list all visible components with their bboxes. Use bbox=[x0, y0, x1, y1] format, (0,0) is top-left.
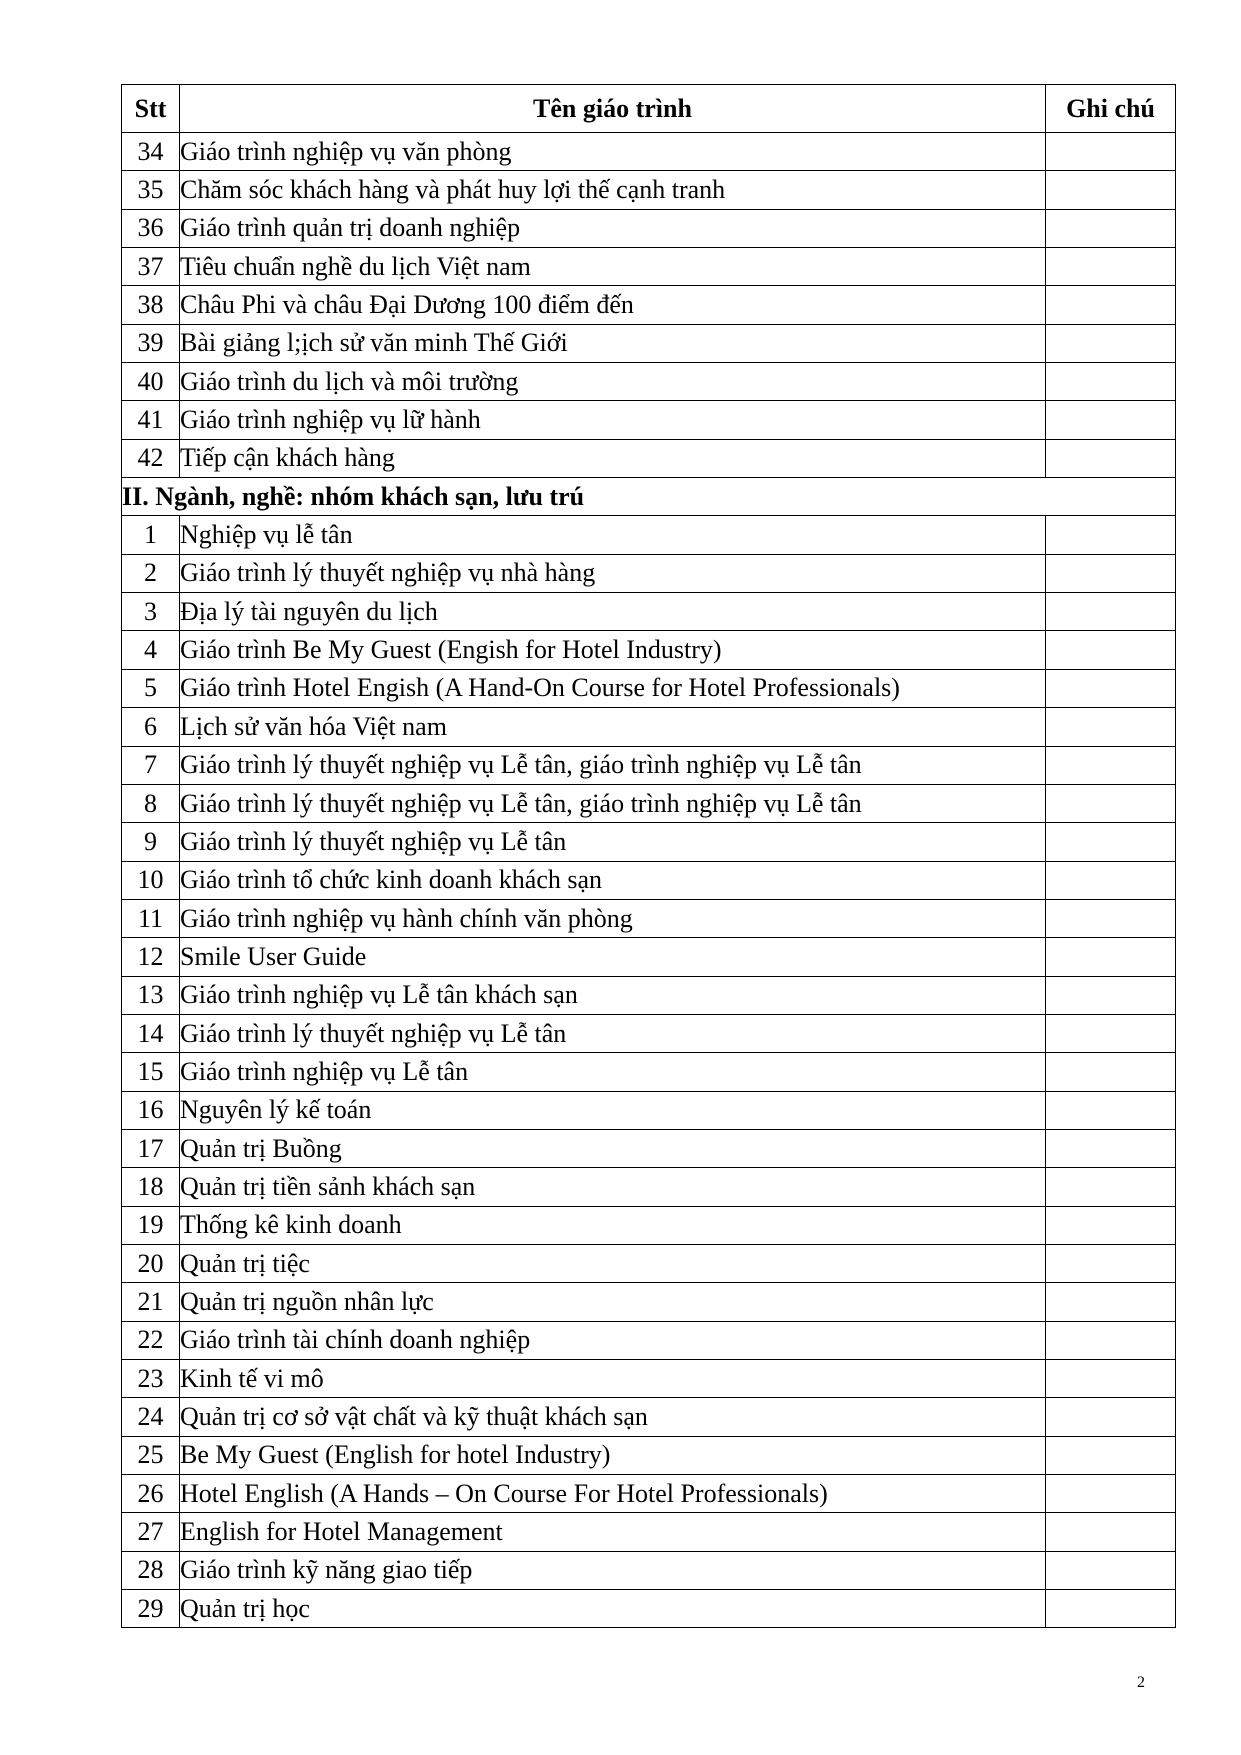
textbook-name: Giáo trình Be My Guest (Engish for Hotel Industry) bbox=[180, 631, 1046, 669]
textbook-name: Giáo trình nghiệp vụ hành chính văn phòng bbox=[180, 899, 1046, 937]
row-number: 26 bbox=[122, 1475, 180, 1513]
note-cell bbox=[1046, 516, 1176, 554]
row-number: 2 bbox=[122, 554, 180, 592]
table-row bbox=[122, 708, 1176, 746]
row-number: 29 bbox=[122, 1590, 180, 1628]
table-row bbox=[122, 746, 1176, 784]
textbook-name: Quản trị tiệc bbox=[180, 1244, 1046, 1282]
note-cell bbox=[1046, 554, 1176, 592]
row-number: 27 bbox=[122, 1513, 180, 1551]
note-cell bbox=[1046, 823, 1176, 861]
row-number: 38 bbox=[122, 286, 180, 324]
note-cell bbox=[1046, 861, 1176, 899]
row-number: 18 bbox=[122, 1168, 180, 1206]
textbook-name: Giáo trình du lịch và môi trường bbox=[180, 363, 1046, 401]
textbook-name: Giáo trình tài chính doanh nghiệp bbox=[180, 1321, 1046, 1359]
note-cell bbox=[1046, 631, 1176, 669]
row-number: 3 bbox=[122, 593, 180, 631]
note-cell bbox=[1046, 1168, 1176, 1206]
note-cell bbox=[1046, 324, 1176, 362]
table-row bbox=[122, 899, 1176, 937]
note-cell bbox=[1046, 669, 1176, 707]
row-number: 16 bbox=[122, 1091, 180, 1129]
textbook-name: Giáo trình nghiệp vụ Lễ tân khách sạn bbox=[180, 976, 1046, 1014]
row-number: 6 bbox=[122, 708, 180, 746]
row-number: 15 bbox=[122, 1053, 180, 1091]
textbook-name: Tiêu chuẩn nghề du lịch Việt nam bbox=[180, 248, 1046, 286]
note-cell bbox=[1046, 1436, 1176, 1474]
note-cell bbox=[1046, 1206, 1176, 1244]
row-number: 12 bbox=[122, 938, 180, 976]
row-number: 40 bbox=[122, 363, 180, 401]
table-row bbox=[122, 401, 1176, 439]
note-cell bbox=[1046, 746, 1176, 784]
textbook-name: Quản trị tiền sảnh khách sạn bbox=[180, 1168, 1046, 1206]
row-number: 22 bbox=[122, 1321, 180, 1359]
row-number: 7 bbox=[122, 746, 180, 784]
textbook-name: Châu Phi và châu Đại Dương 100 điểm đến bbox=[180, 286, 1046, 324]
textbook-name: Giáo trình lý thuyết nghiệp vụ nhà hàng bbox=[180, 554, 1046, 592]
textbook-name: Lịch sử văn hóa Việt nam bbox=[180, 708, 1046, 746]
textbook-name: Giáo trình Hotel Engish (A Hand-On Course for Hotel Professionals) bbox=[180, 669, 1046, 707]
section-title: II. Ngành, nghề: nhóm khách sạn, lưu trú bbox=[122, 478, 1176, 516]
row-number: 23 bbox=[122, 1360, 180, 1398]
table-row bbox=[122, 1129, 1176, 1167]
table-row bbox=[122, 1398, 1176, 1436]
note-cell bbox=[1046, 708, 1176, 746]
note-cell bbox=[1046, 1129, 1176, 1167]
table-row bbox=[122, 1513, 1176, 1551]
note-cell bbox=[1046, 401, 1176, 439]
note-cell bbox=[1046, 439, 1176, 477]
note-cell bbox=[1046, 1091, 1176, 1129]
table-row bbox=[122, 439, 1176, 477]
textbook-name: Giáo trình lý thuyết nghiệp vụ Lễ tân bbox=[180, 1014, 1046, 1052]
textbook-name: Giáo trình kỹ năng giao tiếp bbox=[180, 1551, 1046, 1589]
header-name: Tên giáo trình bbox=[180, 85, 1046, 133]
note-cell bbox=[1046, 171, 1176, 209]
row-number: 8 bbox=[122, 784, 180, 822]
row-number: 10 bbox=[122, 861, 180, 899]
row-number: 20 bbox=[122, 1244, 180, 1282]
note-cell bbox=[1046, 899, 1176, 937]
textbook-name: Quản trị cơ sở vật chất và kỹ thuật khách sạn bbox=[180, 1398, 1046, 1436]
row-number: 17 bbox=[122, 1129, 180, 1167]
textbook-name: Nguyên lý kế toán bbox=[180, 1091, 1046, 1129]
textbook-name: Tiếp cận khách hàng bbox=[180, 439, 1046, 477]
table-row bbox=[122, 1053, 1176, 1091]
row-number: 28 bbox=[122, 1551, 180, 1589]
table-row bbox=[122, 861, 1176, 899]
row-number: 9 bbox=[122, 823, 180, 861]
row-number: 11 bbox=[122, 899, 180, 937]
textbook-name: Giáo trình lý thuyết nghiệp vụ Lễ tân, giáo trình nghiệp vụ Lễ tân bbox=[180, 784, 1046, 822]
note-cell bbox=[1046, 209, 1176, 247]
row-number: 4 bbox=[122, 631, 180, 669]
row-number: 14 bbox=[122, 1014, 180, 1052]
textbook-name: English for Hotel Management bbox=[180, 1513, 1046, 1551]
table-row bbox=[122, 209, 1176, 247]
row-number: 34 bbox=[122, 133, 180, 171]
textbook-name: Kinh tế vi mô bbox=[180, 1360, 1046, 1398]
textbook-name: Giáo trình quản trị doanh nghiệp bbox=[180, 209, 1046, 247]
note-cell bbox=[1046, 1360, 1176, 1398]
note-cell bbox=[1046, 1321, 1176, 1359]
table-row bbox=[122, 823, 1176, 861]
textbook-name: Thống kê kinh doanh bbox=[180, 1206, 1046, 1244]
textbook-name: Giáo trình nghiệp vụ Lễ tân bbox=[180, 1053, 1046, 1091]
note-cell bbox=[1046, 1244, 1176, 1282]
table-row bbox=[122, 593, 1176, 631]
row-number: 5 bbox=[122, 669, 180, 707]
row-number: 41 bbox=[122, 401, 180, 439]
table-row bbox=[122, 133, 1176, 171]
table-row bbox=[122, 631, 1176, 669]
textbook-name: Nghiệp vụ lễ tân bbox=[180, 516, 1046, 554]
row-number: 13 bbox=[122, 976, 180, 1014]
table-row bbox=[122, 171, 1176, 209]
table-row bbox=[122, 1014, 1176, 1052]
table-row bbox=[122, 1168, 1176, 1206]
page-number: 2 bbox=[1137, 1674, 1145, 1691]
note-cell bbox=[1046, 248, 1176, 286]
textbook-name: Quản trị học bbox=[180, 1590, 1046, 1628]
note-cell bbox=[1046, 1513, 1176, 1551]
table-row bbox=[122, 976, 1176, 1014]
header-stt: Stt bbox=[122, 85, 180, 133]
textbook-name: Hotel English (A Hands – On Course For Hotel Professionals) bbox=[180, 1475, 1046, 1513]
row-number: 21 bbox=[122, 1283, 180, 1321]
row-number: 25 bbox=[122, 1436, 180, 1474]
note-cell bbox=[1046, 1283, 1176, 1321]
table-row bbox=[122, 324, 1176, 362]
note-cell bbox=[1046, 938, 1176, 976]
table-row bbox=[122, 1321, 1176, 1359]
section-row bbox=[122, 478, 1176, 516]
row-number: 36 bbox=[122, 209, 180, 247]
table-row bbox=[122, 1436, 1176, 1474]
note-cell bbox=[1046, 1398, 1176, 1436]
table-row bbox=[122, 516, 1176, 554]
table-row bbox=[122, 554, 1176, 592]
textbook-name: Giáo trình nghiệp vụ lữ hành bbox=[180, 401, 1046, 439]
table-row bbox=[122, 1283, 1176, 1321]
row-number: 1 bbox=[122, 516, 180, 554]
table-body bbox=[122, 133, 1176, 1628]
textbook-table bbox=[121, 84, 1176, 1628]
row-number: 37 bbox=[122, 248, 180, 286]
table-row bbox=[122, 1590, 1176, 1628]
note-cell bbox=[1046, 593, 1176, 631]
textbook-name: Bài giảng l;ịch sử văn minh Thế Giới bbox=[180, 324, 1046, 362]
table-row bbox=[122, 784, 1176, 822]
table-row bbox=[122, 363, 1176, 401]
note-cell bbox=[1046, 133, 1176, 171]
note-cell bbox=[1046, 1053, 1176, 1091]
textbook-name: Giáo trình tổ chức kinh doanh khách sạn bbox=[180, 861, 1046, 899]
row-number: 39 bbox=[122, 324, 180, 362]
table-row bbox=[122, 1475, 1176, 1513]
note-cell bbox=[1046, 363, 1176, 401]
textbook-name: Chăm sóc khách hàng và phát huy lợi thế cạnh tranh bbox=[180, 171, 1046, 209]
header-note: Ghi chú bbox=[1046, 85, 1176, 133]
table-row bbox=[122, 1091, 1176, 1129]
textbook-name: Smile User Guide bbox=[180, 938, 1046, 976]
note-cell bbox=[1046, 286, 1176, 324]
note-cell bbox=[1046, 1551, 1176, 1589]
note-cell bbox=[1046, 1475, 1176, 1513]
textbook-name: Giáo trình nghiệp vụ văn phòng bbox=[180, 133, 1046, 171]
textbook-name: Giáo trình lý thuyết nghiệp vụ Lễ tân bbox=[180, 823, 1046, 861]
table-row bbox=[122, 248, 1176, 286]
textbook-name: Giáo trình lý thuyết nghiệp vụ Lễ tân, giáo trình nghiệp vụ Lễ tân bbox=[180, 746, 1046, 784]
note-cell bbox=[1046, 1590, 1176, 1628]
note-cell bbox=[1046, 784, 1176, 822]
textbook-name: Quản trị nguồn nhân lực bbox=[180, 1283, 1046, 1321]
table-row bbox=[122, 286, 1176, 324]
table-row bbox=[122, 1206, 1176, 1244]
textbook-name: Địa lý tài nguyên du lịch bbox=[180, 593, 1046, 631]
textbook-name: Be My Guest (English for hotel Industry) bbox=[180, 1436, 1046, 1474]
note-cell bbox=[1046, 1014, 1176, 1052]
row-number: 35 bbox=[122, 171, 180, 209]
row-number: 42 bbox=[122, 439, 180, 477]
table-row bbox=[122, 1360, 1176, 1398]
note-cell bbox=[1046, 976, 1176, 1014]
table-row bbox=[122, 669, 1176, 707]
table-row bbox=[122, 1244, 1176, 1282]
table-header-row bbox=[122, 85, 1176, 133]
table-row bbox=[122, 938, 1176, 976]
table-row bbox=[122, 1551, 1176, 1589]
row-number: 19 bbox=[122, 1206, 180, 1244]
row-number: 24 bbox=[122, 1398, 180, 1436]
textbook-name: Quản trị Buồng bbox=[180, 1129, 1046, 1167]
